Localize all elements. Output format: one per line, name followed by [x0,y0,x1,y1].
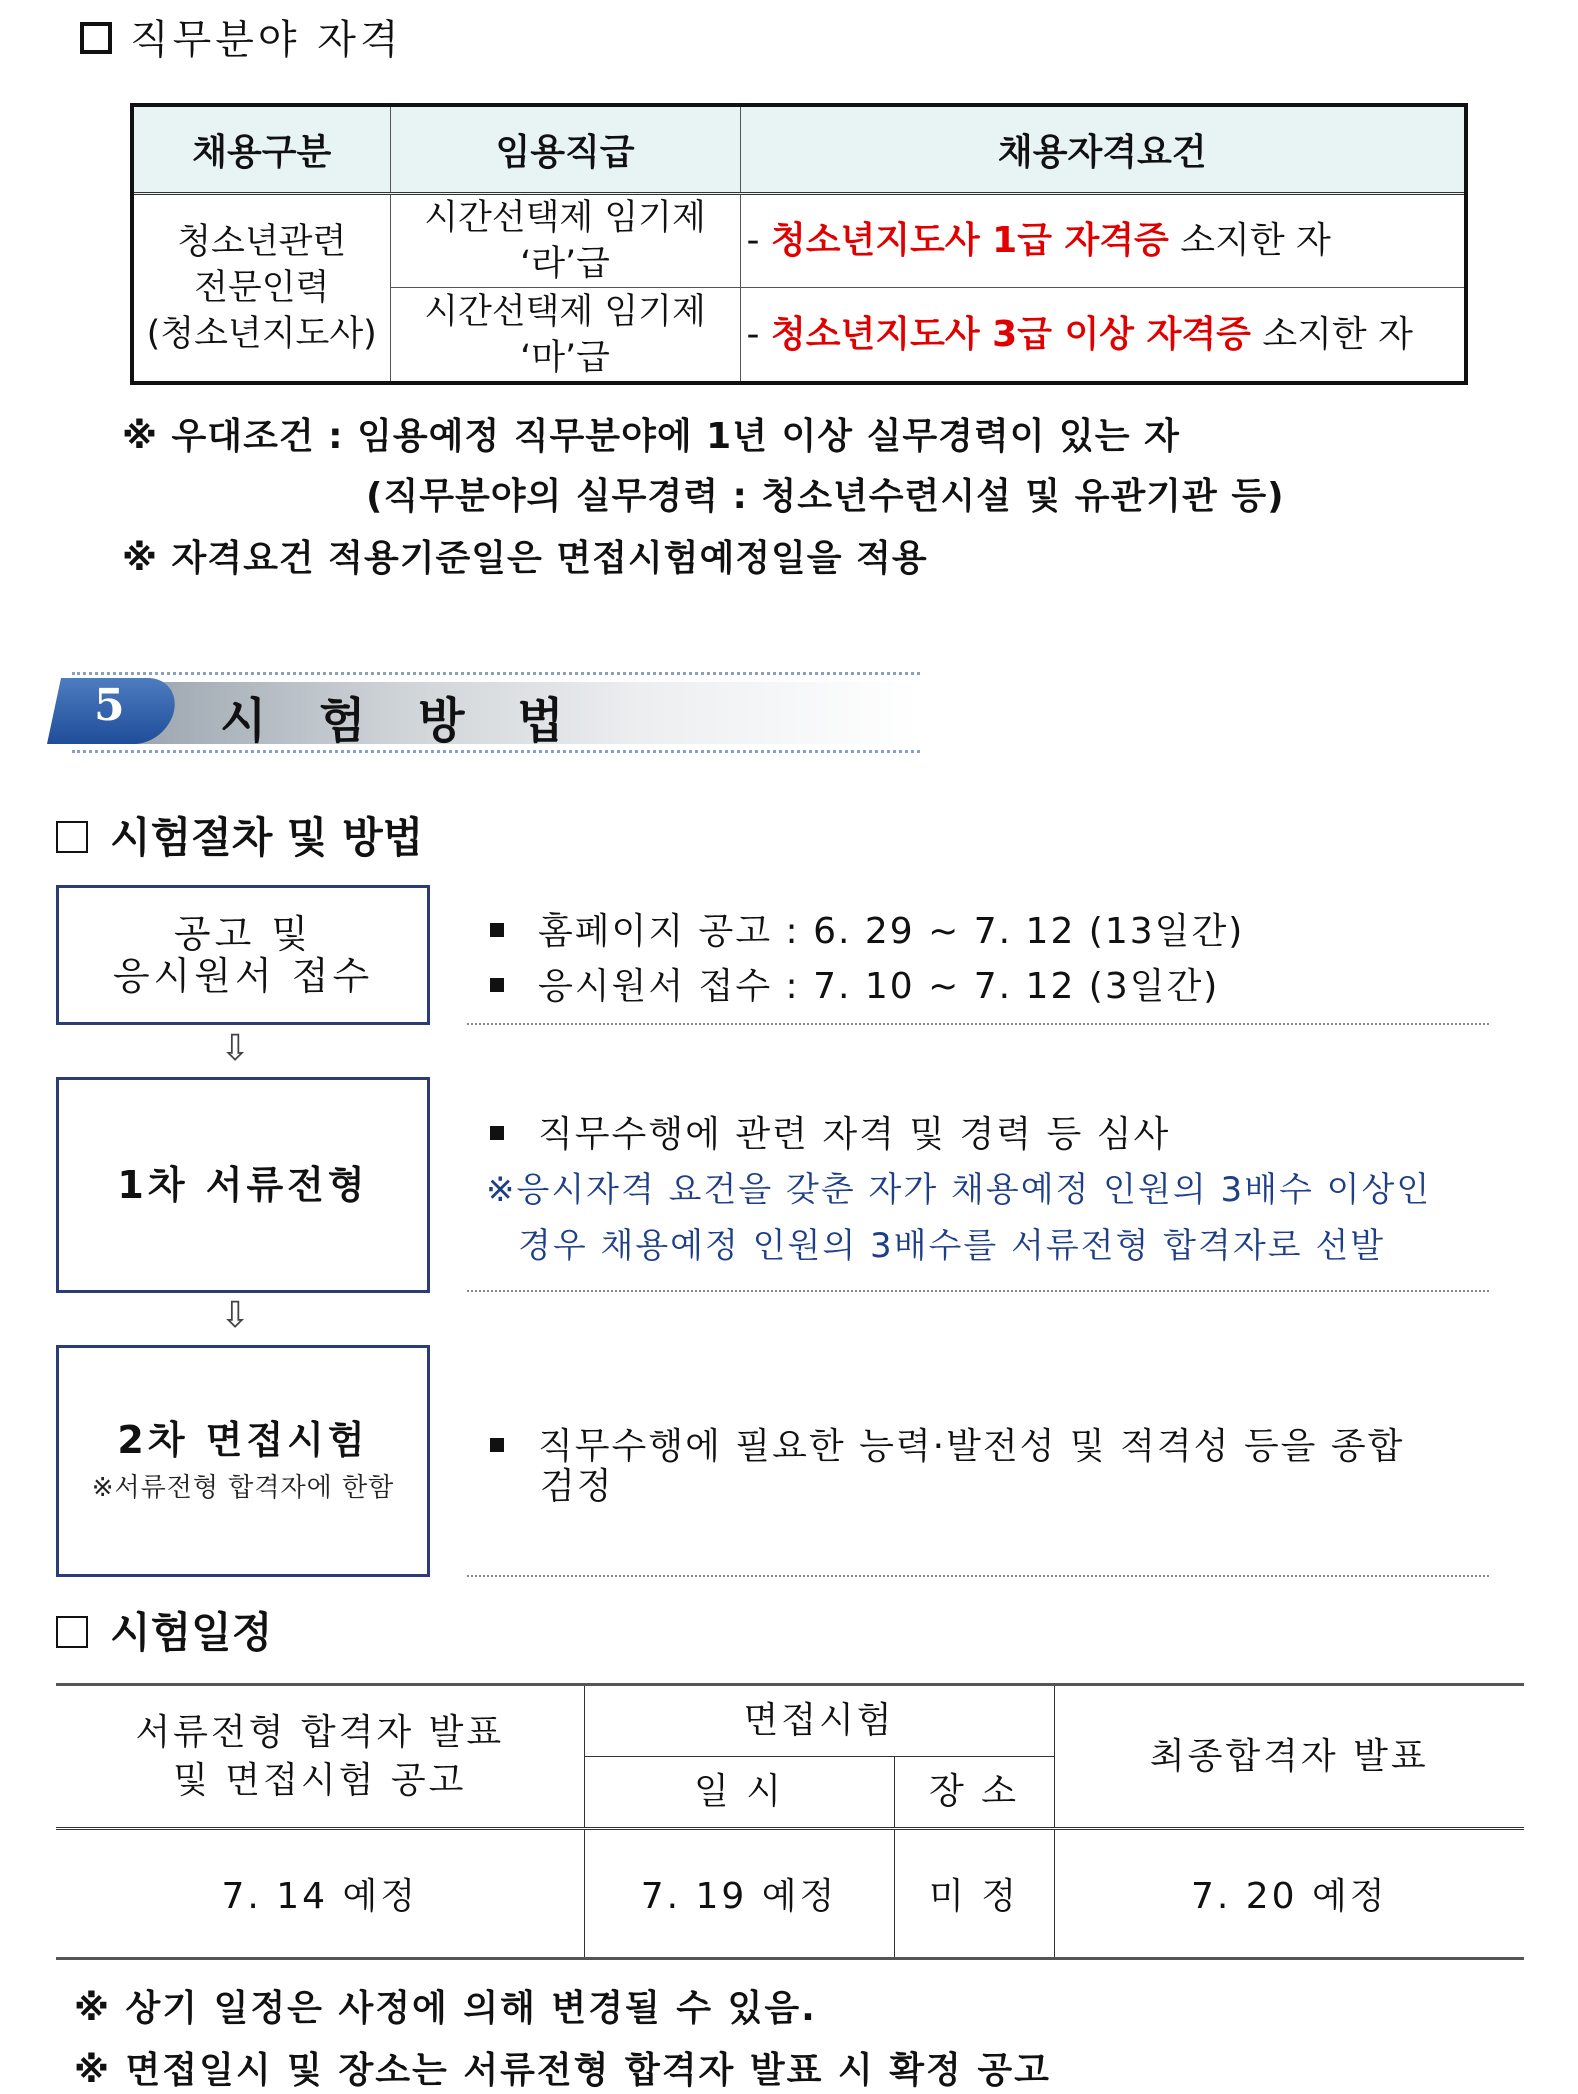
bullet-text: 직무수행에 필요한 능력·발전성 및 적격성 등을 종합 [538,1426,1405,1467]
square-bullet-icon [490,1126,504,1140]
schedule-table [56,1683,1524,1960]
value-final: 7. 20 예정 [1054,1829,1524,1959]
section-number: 5 [94,680,125,731]
header-interview: 면접시험 [584,1685,1054,1757]
square-bullet-icon [490,978,504,992]
req-prefix: - [746,313,771,355]
header-place: 장 소 [894,1757,1054,1829]
grade-line: ‘라’급 [520,244,610,285]
step-document-screening [56,1077,430,1293]
header-datetime: 일 시 [584,1757,894,1829]
req-highlight: 청소년지도사 1급 자격증 [770,220,1169,262]
checkbox-square-icon [56,821,88,853]
header-requirement: 채용자격요건 [740,105,1466,194]
req-prefix: - [746,220,771,262]
preference-note: ※ 우대조건 : 임용예정 직무분야에 1년 이상 실무경력이 있는 자 [122,416,1180,457]
screening-note: 경우 채용예정 인원의 3배수를 서류전형 합격자로 선발 [518,1226,1386,1266]
procedure-heading-text: 시험절차 및 방법 [110,813,424,862]
header-announcement [56,1685,584,1829]
req-highlight: 청소년지도사 3급 이상 자격증 [770,313,1251,355]
section-title: 시 험 방 법 [220,693,582,749]
value-announcement: 7. 14 예정 [56,1829,584,1959]
category-cell [132,194,390,384]
qualification-heading [80,8,403,65]
bullet-item [490,903,1244,954]
bullet-text: 홈페이지 공고 : 6. 29 ~ 7. 12 (13일간) [538,911,1245,952]
table-row [56,1829,1524,1959]
checkbox-square-icon [56,1616,88,1648]
requirement-cell [740,194,1466,288]
square-bullet-icon [490,923,504,937]
req-suffix: 소지한 자 [1250,313,1413,355]
bullet-item [490,958,1219,1009]
bullet-item [490,1418,1404,1469]
header-category: 채용구분 [132,105,390,194]
step-announcement [56,885,430,1025]
schedule-heading [56,1600,272,1660]
header-line: 및 면접시험 공고 [173,1759,467,1801]
dotted-divider [467,1290,1489,1292]
qualification-heading-text: 직무분야 자격 [130,17,403,63]
section-banner [52,672,920,754]
step-label: 응시원서 접수 [112,954,374,998]
step-label: 2차 면접시험 [117,1417,369,1462]
schedule-footnote: ※ 면접일시 및 장소는 서류전형 합격자 발표 시 확정 공고 [74,2050,1051,2091]
bullet-continuation: 검정 [540,1466,614,1507]
arrow-down-icon: ⇩ [220,1295,251,1336]
grade-line: ‘마’급 [520,337,610,378]
bullet-text: 응시원서 접수 : 7. 10 ~ 7. 12 (3일간) [538,966,1220,1007]
criteria-date-note: ※ 자격요건 적용기준일은 면접시험예정일을 적용 [122,538,928,579]
header-line: 서류전형 합격자 발표 [135,1711,505,1753]
header-final: 최종합격자 발표 [1054,1685,1524,1829]
schedule-heading-text: 시험일정 [110,1608,273,1657]
dotted-divider [467,1575,1489,1577]
preference-note-detail: (직무분야의 실무경력 : 청소년수련시설 및 유관기관 등) [366,476,1285,517]
grade-line: 시간선택제 임기제 [424,291,706,332]
dotted-divider [467,1023,1489,1025]
category-line: 청소년관련 [177,222,347,262]
table-row [132,194,1466,288]
square-bullet-icon [490,1438,504,1452]
grade-cell [390,288,740,383]
value-interview-place: 미 정 [894,1829,1054,1959]
grade-line: 시간선택제 임기제 [424,198,706,239]
step-label: 공고 및 [173,912,313,956]
bullet-text: 직무수행에 관련 자격 및 경력 등 심사 [538,1114,1171,1155]
arrow-down-icon: ⇩ [220,1028,251,1069]
step-label: 1차 서류전형 [117,1163,369,1207]
step-interview [56,1345,430,1577]
bullet-item [490,1106,1170,1157]
step-sublabel: ※서류전형 합격자에 한함 [91,1472,395,1503]
procedure-heading [56,805,423,865]
header-grade: 임용직급 [390,105,740,194]
value-interview-date: 7. 19 예정 [584,1829,894,1959]
screening-note: ※응시자격 요건을 갖춘 자가 채용예정 인원의 3배수 이상인 [486,1170,1432,1210]
req-suffix: 소지한 자 [1168,220,1331,262]
checkbox-square-icon [80,22,112,54]
requirement-cell [740,288,1466,383]
category-line: 전문인력 [194,268,330,308]
category-line: (청소년지도사) [146,314,377,354]
grade-cell [390,194,740,288]
banner-dotted-line [72,672,920,675]
schedule-footnote: ※ 상기 일정은 사정에 의해 변경될 수 있음. [74,1988,817,2029]
qualification-table [130,103,1468,385]
